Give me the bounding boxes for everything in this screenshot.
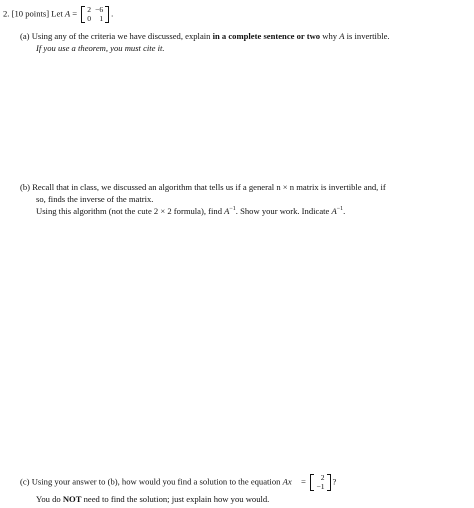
matrix-variable: A — [64, 8, 71, 19]
let-text: Let — [51, 8, 63, 19]
part-c-equation: Ax⃗ = — [282, 476, 307, 487]
question-points: [10 points] — [11, 8, 50, 19]
part-c-text2b: need to find the solution; just explain how you would. — [83, 494, 270, 504]
part-c-line1 — [20, 474, 336, 491]
part-b-label: (b) — [20, 182, 31, 192]
part-a-line1 — [20, 31, 390, 41]
matrix-entry: 2 — [87, 5, 92, 14]
vector-entry: 2 — [320, 473, 325, 482]
period: . — [111, 8, 114, 19]
part-b-text3a: Using this algorithm (not the cute 2 × 2 formula), find — [36, 206, 222, 216]
part-b-sup2: −1 — [336, 206, 344, 213]
equals-sign: = — [72, 8, 78, 19]
part-a-bold: in a complete sentence or two — [212, 31, 321, 41]
matrix-entry: 1 — [99, 13, 104, 23]
part-b-line3 — [36, 206, 345, 216]
part-b-line2 — [36, 194, 153, 204]
question-2-header — [3, 6, 113, 23]
part-c-text2a: You do — [36, 494, 61, 504]
part-c-line2 — [36, 494, 269, 504]
part-b-text3c: . — [343, 206, 346, 216]
vector-entry: −1 — [316, 481, 325, 491]
part-a-text: Using any of the criteria we have discussed, explain — [31, 31, 211, 41]
part-c-text1: Using your answer to (b), how would you find a solution to the equation — [31, 476, 281, 487]
vector-b — [310, 474, 330, 491]
part-c-label: (c) — [20, 476, 30, 487]
question-mark: ? — [332, 476, 337, 487]
matrix-entry: 0 — [87, 13, 92, 23]
part-b-line1 — [20, 182, 386, 192]
part-b-text3b: . Show your work. Indicate — [235, 206, 330, 216]
part-b-sup: −1 — [229, 206, 236, 213]
part-a-label: (a) — [20, 31, 30, 41]
part-a-note — [36, 43, 165, 53]
matrix-a — [81, 6, 109, 23]
part-b-text2: so, finds the inverse of the matrix. — [36, 194, 154, 204]
question-number: 2. — [3, 8, 10, 19]
part-a-text2: why — [322, 31, 338, 41]
part-a-var: A — [339, 31, 345, 41]
matrix-entry: −6 — [95, 5, 104, 14]
part-a-text3: is invertible. — [346, 31, 390, 41]
part-c-bold: NOT — [62, 494, 82, 504]
part-b-var2: A — [331, 206, 337, 216]
part-a-note-text: If you use a theorem, you must cite it. — [36, 43, 165, 53]
part-b-var: A — [224, 206, 230, 216]
part-b-text1: Recall that in class, we discussed an algorithm that tells us if a general n × n matrix is invertible and, if — [32, 182, 386, 192]
